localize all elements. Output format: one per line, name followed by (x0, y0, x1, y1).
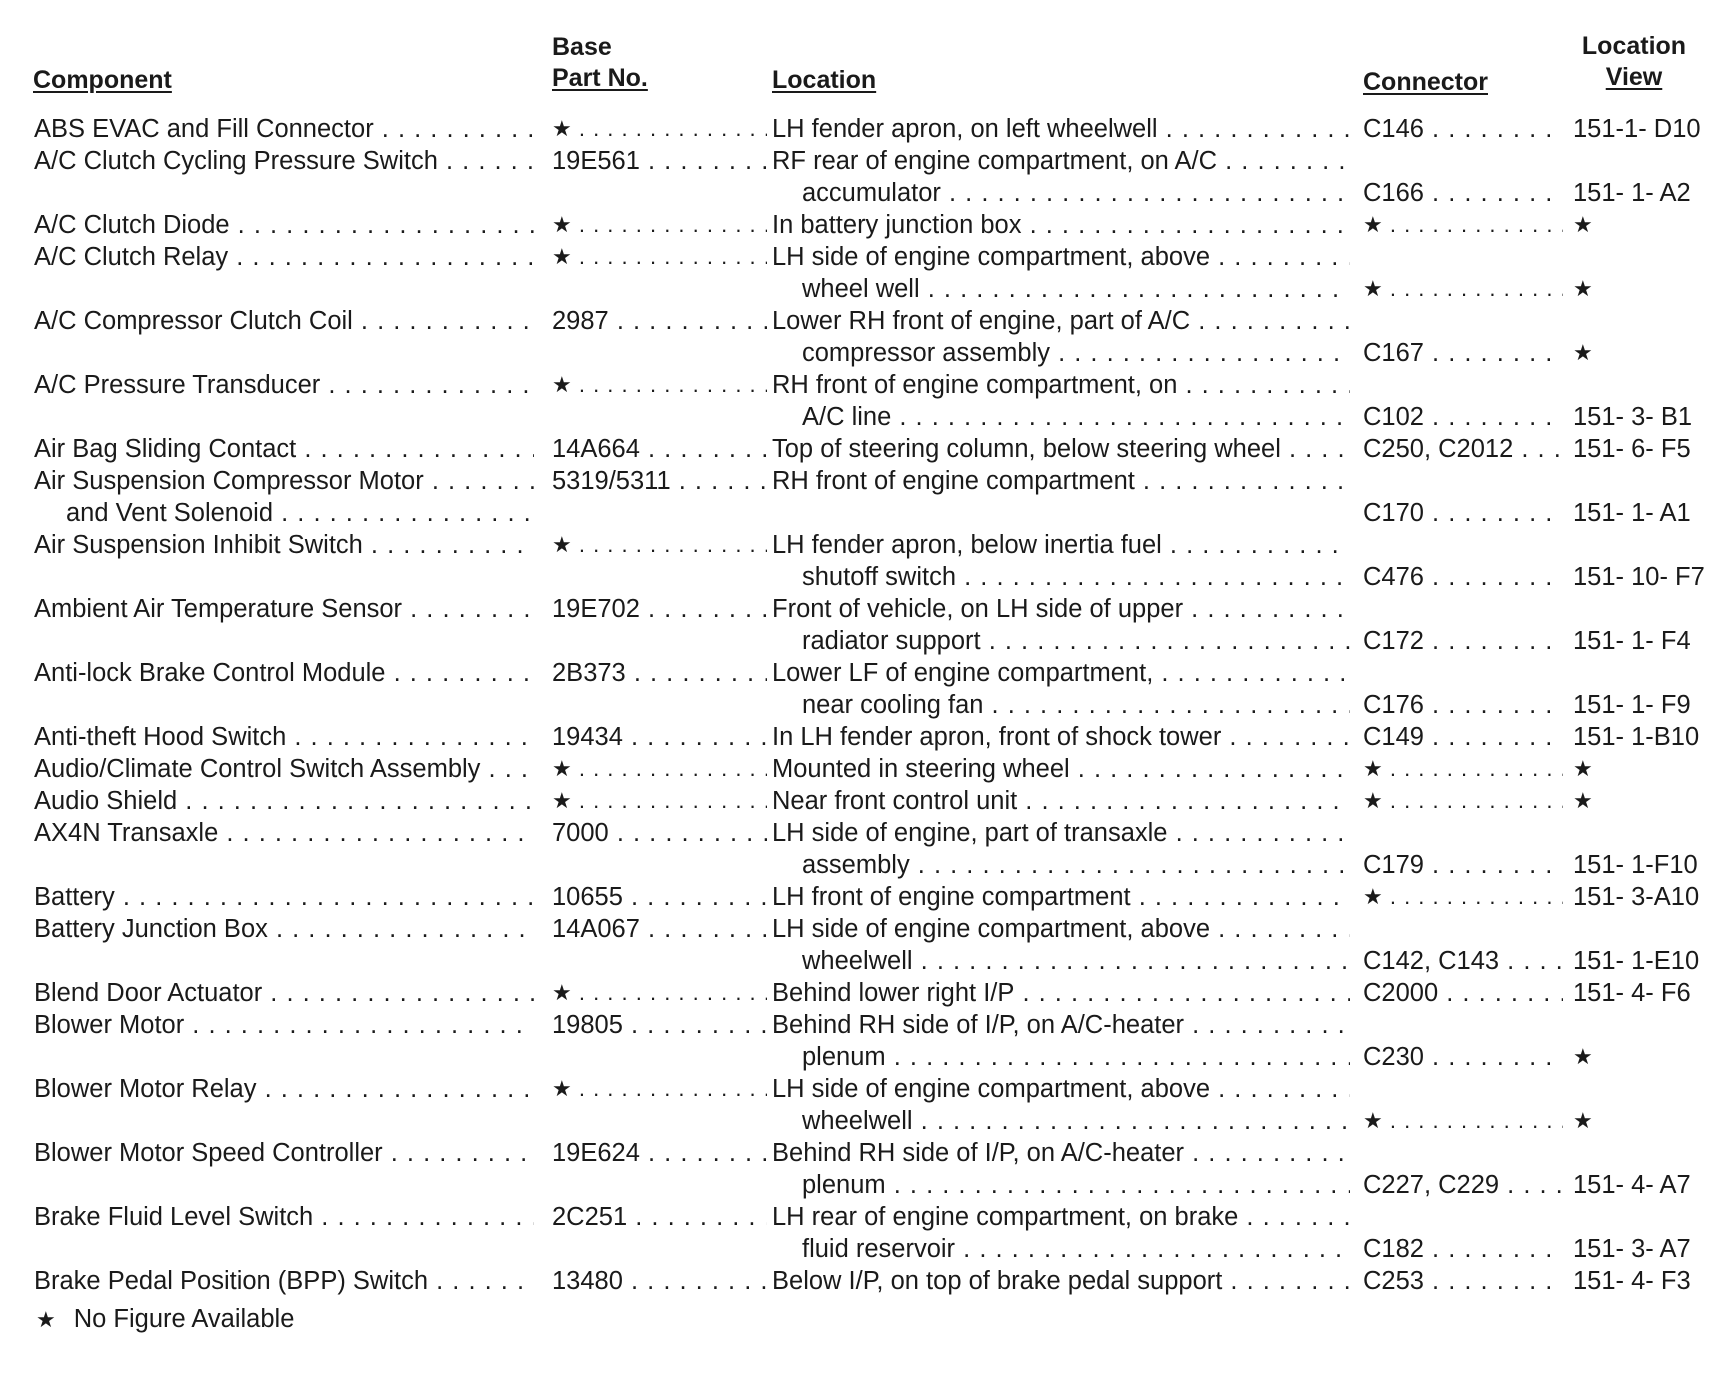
base-part-number: ★ . . . (552, 977, 767, 1009)
table-row (0, 881, 1724, 913)
location-text: RF rear of engine compartment, on A/C . . . (772, 145, 1350, 177)
component-name: Air Suspension Inhibit Switch . . . (34, 529, 534, 561)
location-text: LH fender apron, below inertia fuel . . . (772, 529, 1350, 561)
location-text: Below I/P, on top of brake pedal support . . . (772, 1265, 1350, 1297)
base-part-number: ★ . . . (552, 753, 767, 785)
column-header-component: Component (33, 66, 172, 94)
base-part-number: ★ . . . (552, 113, 767, 145)
star-icon: ★ (36, 1307, 56, 1332)
table-row-line (0, 1041, 1724, 1073)
table-row (0, 529, 1724, 593)
connector-id: C250, C2012 . . . (1363, 433, 1563, 465)
location-text: LH side of engine compartment, above . . . (772, 241, 1350, 273)
location-view: ★ (1573, 1044, 1593, 1069)
base-part-number: 2B373 . . . (552, 657, 767, 689)
table-row-line (0, 305, 1724, 337)
base-part-number: 19E702 . . . (552, 593, 767, 625)
location-view: 151- 6- F5 (1573, 435, 1691, 463)
table-row (0, 145, 1724, 209)
location-text: LH side of engine compartment, above . . . (772, 1073, 1350, 1105)
location-text: shutoff switch . . . (802, 561, 1350, 593)
location-view: 151- 10- F7 (1573, 563, 1705, 591)
connector-id: ★ . . . (1363, 273, 1563, 305)
base-part-number: 10655 . . . (552, 881, 767, 913)
location-text: compressor assembly . . . (802, 337, 1350, 369)
location-text: plenum . . . (802, 1169, 1350, 1201)
table-row-line (0, 1137, 1724, 1169)
component-name: Air Suspension Compressor Motor . . . (34, 465, 534, 497)
base-part-number: 19E561 . . . (552, 145, 767, 177)
base-part-number: 2987 . . . (552, 305, 767, 337)
table-row-line (0, 241, 1724, 273)
location-view: ★ (1573, 212, 1593, 237)
table-row (0, 977, 1724, 1009)
connector-id: ★ . . . (1363, 753, 1563, 785)
location-view: 151- 1-E10 (1573, 947, 1700, 975)
location-view: 151- 1-F10 (1573, 851, 1698, 879)
table-row-line (0, 977, 1724, 1009)
base-part-number: 19434 . . . (552, 721, 767, 753)
table-row-line (0, 273, 1724, 305)
base-part-number: 19805 . . . (552, 1009, 767, 1041)
connector-id: C182 . . . (1363, 1233, 1563, 1265)
base-part-number: 14A067 . . . (552, 913, 767, 945)
location-view: 151- 4- F3 (1573, 1267, 1691, 1295)
base-part-number: ★ . . . (552, 241, 767, 273)
component-name: Brake Pedal Position (BPP) Switch . . . (34, 1265, 534, 1297)
table-row (0, 1009, 1724, 1073)
location-text: radiator support . . . (802, 625, 1350, 657)
location-text: accumulator . . . (802, 177, 1350, 209)
column-header-location: Location (772, 66, 877, 94)
location-text: near cooling fan . . . (802, 689, 1350, 721)
table-row (0, 209, 1724, 241)
location-text: wheel well . . . (802, 273, 1350, 305)
location-text: LH front of engine compartment . . . (772, 881, 1350, 913)
location-text: assembly . . . (802, 849, 1350, 881)
connector-id: C253 . . . (1363, 1265, 1563, 1297)
location-view: ★ (1573, 756, 1593, 781)
connector-id: ★ . . . (1363, 881, 1563, 913)
table-row-line (0, 145, 1724, 177)
connector-id: C170 . . . (1363, 497, 1563, 529)
location-view: 151- 3- B1 (1573, 403, 1693, 431)
location-text: wheelwell . . . (802, 1105, 1350, 1137)
location-view: 151- 1-B10 (1573, 723, 1700, 751)
table-row-line (0, 1105, 1724, 1137)
table-row-line (0, 337, 1724, 369)
component-name: Audio/Climate Control Switch Assembly . . . (34, 753, 534, 785)
table-row-line (0, 177, 1724, 209)
table-row-line (0, 1233, 1724, 1265)
base-part-number: 13480 . . . (552, 1265, 767, 1297)
table-row-line (0, 209, 1724, 241)
column-header-location-view (1573, 31, 1695, 93)
table-row-line (0, 1265, 1724, 1297)
footnote-text: No Figure Available (73, 1305, 295, 1333)
component-name: A/C Compressor Clutch Coil . . . (34, 305, 534, 337)
connector-id: C230 . . . (1363, 1041, 1563, 1073)
location-view: 151- 1- A2 (1573, 179, 1691, 207)
base-part-number: ★ . . . (552, 369, 767, 401)
component-name: Brake Fluid Level Switch . . . (34, 1201, 534, 1233)
table-row-line (0, 689, 1724, 721)
footnote (36, 1303, 294, 1336)
table-row-line (0, 529, 1724, 561)
table-row-line (0, 945, 1724, 977)
location-text: LH fender apron, on left wheelwell . . . (772, 113, 1350, 145)
location-view: 151- 1- F9 (1573, 691, 1691, 719)
table-row (0, 305, 1724, 369)
component-name: and Vent Solenoid . . . (66, 497, 534, 529)
location-view: 151- 4- F6 (1573, 979, 1691, 1007)
connector-id: C166 . . . (1363, 177, 1563, 209)
table-row-line (0, 849, 1724, 881)
location-view: 151-1- D10 (1573, 115, 1701, 143)
location-view: 151- 4- A7 (1573, 1171, 1691, 1199)
location-text: RH front of engine compartment . . . (772, 465, 1350, 497)
component-name: Blend Door Actuator . . . (34, 977, 534, 1009)
table-row (0, 817, 1724, 881)
component-name: AX4N Transaxle . . . (34, 817, 534, 849)
table-row (0, 113, 1724, 145)
base-part-number: 2C251 . . . (552, 1201, 767, 1233)
table-row-line (0, 785, 1724, 817)
connector-id: C149 . . . (1363, 721, 1563, 753)
location-view: 151- 1- A1 (1573, 499, 1691, 527)
column-header-connector: Connector (1363, 68, 1488, 96)
connector-id: ★ . . . (1363, 1105, 1563, 1137)
table-row-line (0, 1073, 1724, 1105)
connector-id: C476 . . . (1363, 561, 1563, 593)
location-text: fluid reservoir . . . (802, 1233, 1350, 1265)
base-part-number: 19E624 . . . (552, 1137, 767, 1169)
component-name: A/C Clutch Relay . . . (34, 241, 534, 273)
location-text: LH side of engine, part of transaxle . . . (772, 817, 1350, 849)
location-view: ★ (1573, 340, 1593, 365)
component-name: Anti-theft Hood Switch . . . (34, 721, 534, 753)
location-view: 151- 3- A7 (1573, 1235, 1691, 1263)
connector-id: C146 . . . (1363, 113, 1563, 145)
table-row (0, 753, 1724, 785)
connector-id: C142, C143 . . . (1363, 945, 1563, 977)
location-text: In LH fender apron, front of shock tower . . . (772, 721, 1350, 753)
header-base-label: Base (552, 33, 612, 61)
header-part-no-label: Part No. (552, 64, 648, 92)
location-view: ★ (1573, 276, 1593, 301)
location-text: wheelwell . . . (802, 945, 1350, 977)
base-part-number: ★ . . . (552, 529, 767, 561)
table-row-line (0, 625, 1724, 657)
table-row (0, 1137, 1724, 1201)
location-text: Near front control unit . . . (772, 785, 1350, 817)
table-row (0, 465, 1724, 529)
table-row-line (0, 401, 1724, 433)
table-row-line (0, 369, 1724, 401)
connector-id: C176 . . . (1363, 689, 1563, 721)
connector-id: C2000 . . . (1363, 977, 1563, 1009)
location-view: ★ (1573, 1108, 1593, 1133)
base-part-number: ★ . . . (552, 785, 767, 817)
base-part-number: 14A664 . . . (552, 433, 767, 465)
connector-id: C227, C229 . . . (1363, 1169, 1563, 1201)
location-text: Mounted in steering wheel . . . (772, 753, 1350, 785)
location-text: Lower RH front of engine, part of A/C . . . (772, 305, 1350, 337)
table-row (0, 433, 1724, 465)
table-row-line (0, 817, 1724, 849)
table-row-line (0, 561, 1724, 593)
component-name: Battery Junction Box . . . (34, 913, 534, 945)
table-row (0, 593, 1724, 657)
table-row-line (0, 433, 1724, 465)
table-row-line (0, 113, 1724, 145)
table-row-line (0, 1169, 1724, 1201)
component-location-table (0, 113, 1724, 1297)
table-row (0, 721, 1724, 753)
location-text: LH rear of engine compartment, on brake . . . (772, 1201, 1350, 1233)
component-name: ABS EVAC and Fill Connector . . . (34, 113, 534, 145)
table-row-line (0, 913, 1724, 945)
component-name: A/C Pressure Transducer . . . (34, 369, 534, 401)
connector-id: ★ . . . (1363, 209, 1563, 241)
table-row-line (0, 465, 1724, 497)
table-row (0, 785, 1724, 817)
base-part-number: 5319/5311 . . . (552, 465, 767, 497)
table-row-line (0, 1009, 1724, 1041)
connector-id: C167 . . . (1363, 337, 1563, 369)
header-view-label: View (1605, 63, 1663, 91)
component-name: Battery . . . (34, 881, 534, 913)
table-row (0, 1073, 1724, 1137)
location-text: Front of vehicle, on LH side of upper . . . (772, 593, 1350, 625)
location-view: 151- 1- F4 (1573, 627, 1691, 655)
base-part-number: ★ . . . (552, 209, 767, 241)
table-row (0, 369, 1724, 433)
connector-id: C102 . . . (1363, 401, 1563, 433)
component-name: Blower Motor . . . (34, 1009, 534, 1041)
location-text: Behind RH side of I/P, on A/C-heater . . . (772, 1009, 1350, 1041)
component-name: Blower Motor Speed Controller . . . (34, 1137, 534, 1169)
connector-id: ★ . . . (1363, 785, 1563, 817)
component-name: A/C Clutch Diode . . . (34, 209, 534, 241)
location-text: A/C line . . . (802, 401, 1350, 433)
base-part-number: 7000 . . . (552, 817, 767, 849)
location-text: Top of steering column, below steering wheel . . . (772, 433, 1350, 465)
table-row (0, 241, 1724, 305)
table-row (0, 1201, 1724, 1265)
location-view: 151- 3-A10 (1573, 883, 1700, 911)
table-row-line (0, 1201, 1724, 1233)
column-header-base-part-no (552, 32, 648, 94)
component-name: Anti-lock Brake Control Module . . . (34, 657, 534, 689)
connector-id: C179 . . . (1363, 849, 1563, 881)
table-row-line (0, 753, 1724, 785)
base-part-number: ★ . . . (552, 1073, 767, 1105)
component-name: A/C Clutch Cycling Pressure Switch . . . (34, 145, 534, 177)
component-name: Audio Shield . . . (34, 785, 534, 817)
table-row (0, 657, 1724, 721)
location-text: LH side of engine compartment, above . . . (772, 913, 1350, 945)
table-row-line (0, 593, 1724, 625)
table-row-line (0, 497, 1724, 529)
component-name: Ambient Air Temperature Sensor . . . (34, 593, 534, 625)
location-text: Behind RH side of I/P, on A/C-heater . . . (772, 1137, 1350, 1169)
table-row-line (0, 881, 1724, 913)
location-text: Behind lower right I/P . . . (772, 977, 1350, 1009)
connector-id: C172 . . . (1363, 625, 1563, 657)
location-text: Lower LF of engine compartment, . . . (772, 657, 1350, 689)
table-row (0, 913, 1724, 977)
component-name: Air Bag Sliding Contact . . . (34, 433, 534, 465)
table-row-line (0, 721, 1724, 753)
component-name: Blower Motor Relay . . . (34, 1073, 534, 1105)
table-row-line (0, 657, 1724, 689)
location-view: ★ (1573, 788, 1593, 813)
table-row (0, 1265, 1724, 1297)
location-text: RH front of engine compartment, on . . . (772, 369, 1350, 401)
location-text: plenum . . . (802, 1041, 1350, 1073)
header-location-label: Location (1581, 32, 1687, 60)
location-text: In battery junction box . . . (772, 209, 1350, 241)
